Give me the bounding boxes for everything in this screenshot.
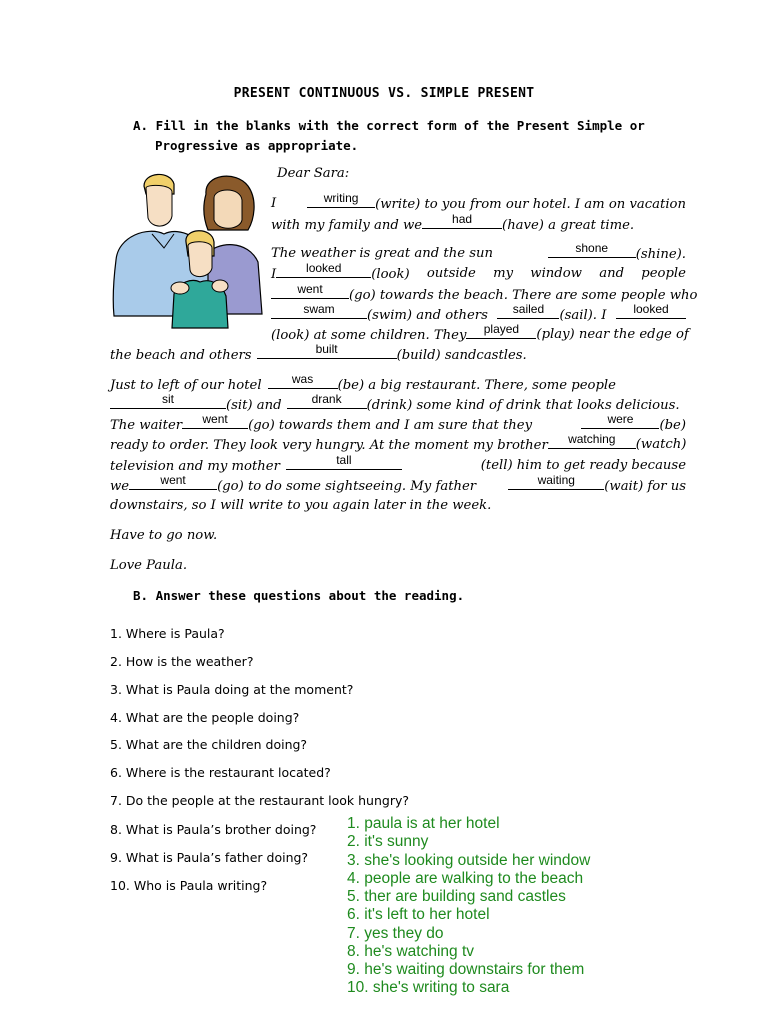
filled-answer: looked — [306, 261, 342, 275]
filled-answer: drank — [311, 392, 342, 406]
typed-answer-4: 4. people are walking to the beach — [347, 870, 584, 887]
blank-2[interactable] — [422, 212, 502, 229]
letter-text: (go) to do some sightseeing. My father — [217, 479, 477, 494]
letter-line — [271, 302, 686, 325]
letter-closing: Have to go now. — [110, 528, 218, 543]
letter-line — [271, 212, 635, 235]
question-3: 3. What is Paula doing at the moment? — [110, 682, 354, 697]
letter-text: (be) — [659, 418, 686, 433]
question-6: 6. Where is the restaurant located? — [110, 765, 331, 780]
filled-answer: went — [297, 282, 323, 296]
letter-text: with my family and we — [271, 218, 423, 233]
letter-text: (look) at some children. They — [271, 328, 467, 343]
letter-text: people — [641, 266, 686, 281]
blank-12[interactable] — [110, 392, 226, 409]
filled-answer: writing — [323, 191, 359, 205]
family-illustration — [108, 164, 264, 332]
letter-text: (go) towards them and I am sure that they — [248, 418, 533, 433]
letter-line: downstairs, so I will write to you again later in the week. — [110, 498, 492, 513]
question-1: 1. Where is Paula? — [110, 626, 225, 641]
letter-text: and — [599, 266, 625, 281]
typed-answer-5: 5. ther are building sand castles — [347, 888, 566, 905]
letter-text: window — [530, 266, 582, 281]
blank-18[interactable] — [129, 473, 217, 490]
letter-greeting: Dear Sara: — [277, 166, 350, 181]
blank-16[interactable] — [548, 432, 636, 449]
question-4: 4. What are the people doing? — [110, 710, 300, 725]
blank-17[interactable] — [286, 453, 402, 470]
letter-text: my — [493, 266, 514, 281]
filled-answer: sailed — [512, 302, 545, 316]
question-2: 2. How is the weather? — [110, 654, 254, 669]
typed-answer-3: 3. she's looking outside her window — [347, 852, 591, 869]
question-10: 10. Who is Paula writing? — [110, 878, 268, 893]
blank-4[interactable] — [276, 261, 371, 278]
letter-text: (build) sandcastles. — [396, 348, 527, 363]
letter-line — [110, 432, 687, 455]
letter-line — [271, 191, 686, 214]
letter-text: (go) towards the beach. There are some people who — [349, 288, 698, 303]
section-a-instruction-line2: Progressive as appropriate. — [155, 138, 359, 153]
letter-line — [110, 473, 686, 496]
blank-1[interactable] — [307, 191, 375, 208]
letter-text: (watch) — [635, 437, 687, 452]
typed-answer-1: 1. paula is at her hotel — [347, 815, 500, 832]
letter-text: (shine). — [635, 247, 686, 262]
filled-answer: were — [607, 412, 634, 426]
typed-answer-6: 6. it's left to her hotel — [347, 906, 490, 923]
section-a-instruction-line1: A. Fill in the blanks with the correct form of the Present Simple or — [133, 118, 645, 133]
blank-6[interactable] — [271, 302, 367, 319]
letter-line — [110, 453, 686, 476]
filled-answer: had — [452, 212, 473, 226]
letter-text: (sit) and — [226, 398, 282, 413]
blank-10[interactable] — [257, 342, 397, 359]
typed-answer-8: 8. he's watching tv — [347, 943, 475, 960]
letter-text: Just to left of our hotel — [110, 378, 262, 393]
worksheet-title: PRESENT CONTINUOUS VS. SIMPLE PRESENT — [233, 86, 535, 101]
blank-19[interactable] — [508, 473, 604, 490]
letter-text: I — [271, 267, 277, 282]
filled-answer: watching — [568, 432, 616, 446]
question-7: 7. Do the people at the restaurant look hungry? — [110, 793, 409, 808]
letter-text: (play) near the edge of — [536, 327, 689, 342]
letter-text: (drink) some kind of drink that looks delicious. — [366, 398, 680, 413]
blank-15[interactable] — [581, 412, 659, 429]
filled-answer: shone — [575, 241, 609, 255]
letter-line — [110, 372, 686, 395]
typed-answer-7: 7. yes they do — [347, 925, 444, 942]
filled-answer: played — [483, 322, 520, 336]
typed-answer-9: 9. he's waiting downstairs for them — [347, 961, 585, 978]
filled-answer: looked — [633, 302, 669, 316]
letter-text: The waiter — [110, 418, 183, 433]
filled-answer: built — [315, 342, 338, 356]
filled-answer: sit — [162, 392, 174, 406]
filled-answer: was — [291, 372, 314, 386]
blank-7[interactable] — [497, 302, 559, 319]
letter-text: (swim) and others — [367, 308, 488, 323]
letter-line — [110, 392, 686, 415]
filled-answer: tall — [336, 453, 352, 467]
letter-text: (have) a great time. — [502, 218, 635, 233]
letter-text: (look) — [371, 267, 410, 282]
letter-text: ready to order. They look very hungry. At the moment my brother — [110, 438, 548, 453]
question-9: 9. What is Paula’s father doing? — [110, 850, 309, 865]
filled-answer: swam — [303, 302, 335, 316]
filled-answer: went — [202, 412, 228, 426]
blank-11[interactable] — [268, 372, 338, 389]
letter-line — [110, 342, 527, 365]
question-8: 8. What is Paula’s brother doing? — [110, 822, 317, 837]
blank-14[interactable] — [182, 412, 248, 429]
letter-text: television and my mother — [110, 459, 280, 474]
letter-line — [271, 261, 686, 284]
letter-text: we — [110, 479, 130, 494]
letter-signature: Love Paula. — [110, 558, 188, 573]
letter-text: outside — [426, 266, 476, 281]
question-5: 5. What are the children doing? — [110, 737, 308, 752]
filled-answer: waiting — [537, 473, 575, 487]
blank-8[interactable] — [616, 302, 686, 319]
section-b-instruction: B. Answer these questions about the reading. — [133, 588, 465, 603]
letter-text: the beach and others — [110, 348, 252, 363]
blank-5[interactable] — [271, 282, 349, 299]
letter-text: The weather is great and the sun — [271, 246, 493, 261]
letter-text: (write) to you from our hotel. I am on vacation — [375, 197, 686, 212]
typed-answer-2: 2. it's sunny — [347, 833, 429, 850]
typed-answer-10: 10. she's writing to sara — [347, 979, 510, 996]
letter-text: (wait) for us — [604, 479, 686, 494]
blank-3[interactable] — [548, 241, 636, 258]
letter-text: (tell) him to get ready because — [480, 458, 686, 473]
blank-9[interactable] — [466, 322, 536, 339]
filled-answer: went — [160, 473, 186, 487]
blank-13[interactable] — [287, 392, 367, 409]
letter-text: (sail). I — [559, 308, 607, 323]
letter-text: I — [271, 196, 277, 211]
letter-text: (be) a big restaurant. There, some people — [337, 378, 616, 393]
